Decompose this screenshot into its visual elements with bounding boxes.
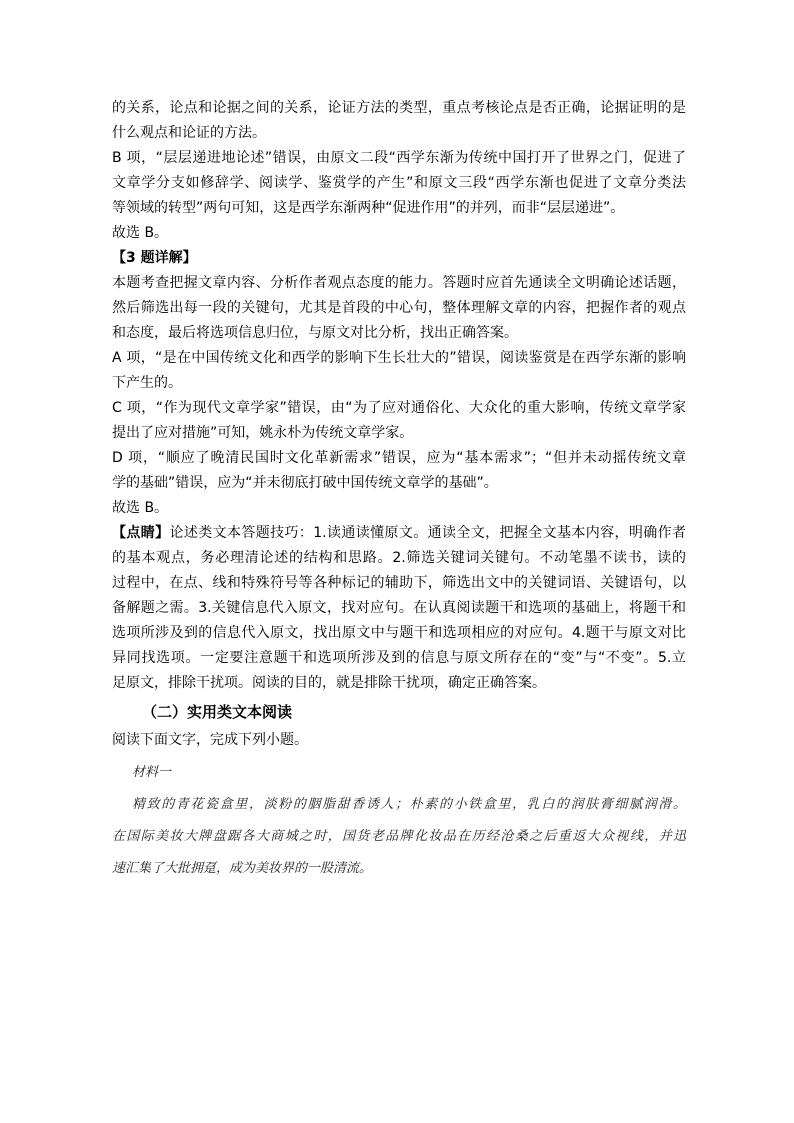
- material-line: 精致的青花瓷盒里，淡粉的胭脂甜香诱人；朴素的小铁盒里，乳白的润肤膏细腻润滑。: [132, 797, 686, 812]
- text-line: 故选 B。: [112, 225, 169, 241]
- section-heading: （二）实用类文本阅读: [142, 703, 293, 721]
- text-line: B 项，“层层递进地论述”错误，由原文二段“西学东渐为传统中国打开了世界之门，促进了: [112, 150, 686, 166]
- text-line: 选项所涉及到的信息代入原文，找出原文中与题干和选项相应的对应句。4.题干与原文对比: [112, 625, 686, 641]
- text-line: 本题考查把握文章内容、分析作者观点态度的能力。答题时应首先通读全文明确论述话题，: [112, 275, 686, 291]
- text-line: 过程中，在点、线和特殊符号等各种标记的辅助下，筛选出文中的关键词语、关键语句，以: [112, 575, 686, 591]
- section-instruction: 阅读下面文字，完成下列小题。: [112, 732, 308, 748]
- text-line: 的基本观点，务必理清论述的结构和思路。2.筛选关键词关键句。不动笔墨不读书，读的: [112, 550, 686, 566]
- material-line: 速汇集了大批拥趸，成为美妆界的一股清流。: [112, 861, 373, 876]
- material-line: 在国际美妆大牌盘踞各大商城之时，国货老品牌化妆品在历经沧桑之后重返大众视线，并迅: [112, 829, 686, 844]
- text-line: A 项，“是在中国传统文化和西学的影响下生长壮大的”错误，阅读鉴赏是在西学东渐的影响: [112, 350, 686, 366]
- tip-label: 【点睛】: [112, 525, 170, 541]
- text-line: 提出了应对措施”可知，姚永朴为传统文章学家。: [112, 425, 414, 441]
- text-line: 学的基础”错误，应为“并未彻底打破中国传统文章学的基础”。: [112, 475, 498, 491]
- tip-text: 论述类文本答题技巧：1.读通读懂原文。通读全文，把握全文基本内容，明确作者: [169, 525, 686, 541]
- text-line: 等领域的转型”两句可知，这是西学东渐两种“促进作用”的并列，而非“层层递进”。: [112, 200, 625, 216]
- material-title: 材料一: [132, 765, 172, 780]
- text-line: 下产生的。: [112, 375, 182, 391]
- text-line: 故选 B。: [112, 500, 169, 516]
- text-line: C 项，“作为现代文章学家”错误，由“为了应对通俗化、大众化的重大影响，传统文章学家: [112, 400, 686, 416]
- text-line: 的关系，论点和论据之间的关系，论证方法的类型，重点考核论点是否正确，论据证明的是: [112, 100, 686, 116]
- text-line: D 项，“顺应了晚清民国时文化革新需求”错误，应为“基本需求”；“但并未动摇传统文章: [112, 450, 686, 466]
- text-line: 足原文，排除干扰项。阅读的目的，就是排除干扰项，确定正确答案。: [112, 675, 546, 691]
- text-line: 异同找选项。一定要注意题干和选项所涉及到的信息与原文所存在的“变”与“不变”。5.立: [112, 650, 686, 666]
- tip-first-line: [112, 521, 686, 546]
- document-page: [112, 96, 686, 885]
- subquestion-heading: 【3 题详解】: [112, 250, 197, 266]
- text-line: 什么观点和论证的方法。: [112, 125, 266, 141]
- text-line: 和态度，最后将选项信息归位，与原文对比分析，找出正确答案。: [112, 325, 518, 341]
- text-line: 文章学分支如修辞学、阅读学、鉴赏学的产生”和原文三段“西学东渐也促进了文章分类法: [112, 175, 686, 191]
- text-line: 备解题之需。3.关键信息代入原文，找对应句。在认真阅读题干和选项的基础上，将题干和: [112, 600, 686, 616]
- text-line: 然后筛选出每一段的关键句，尤其是首段的中心句，整体理解文章的内容，把握作者的观点: [112, 300, 686, 316]
